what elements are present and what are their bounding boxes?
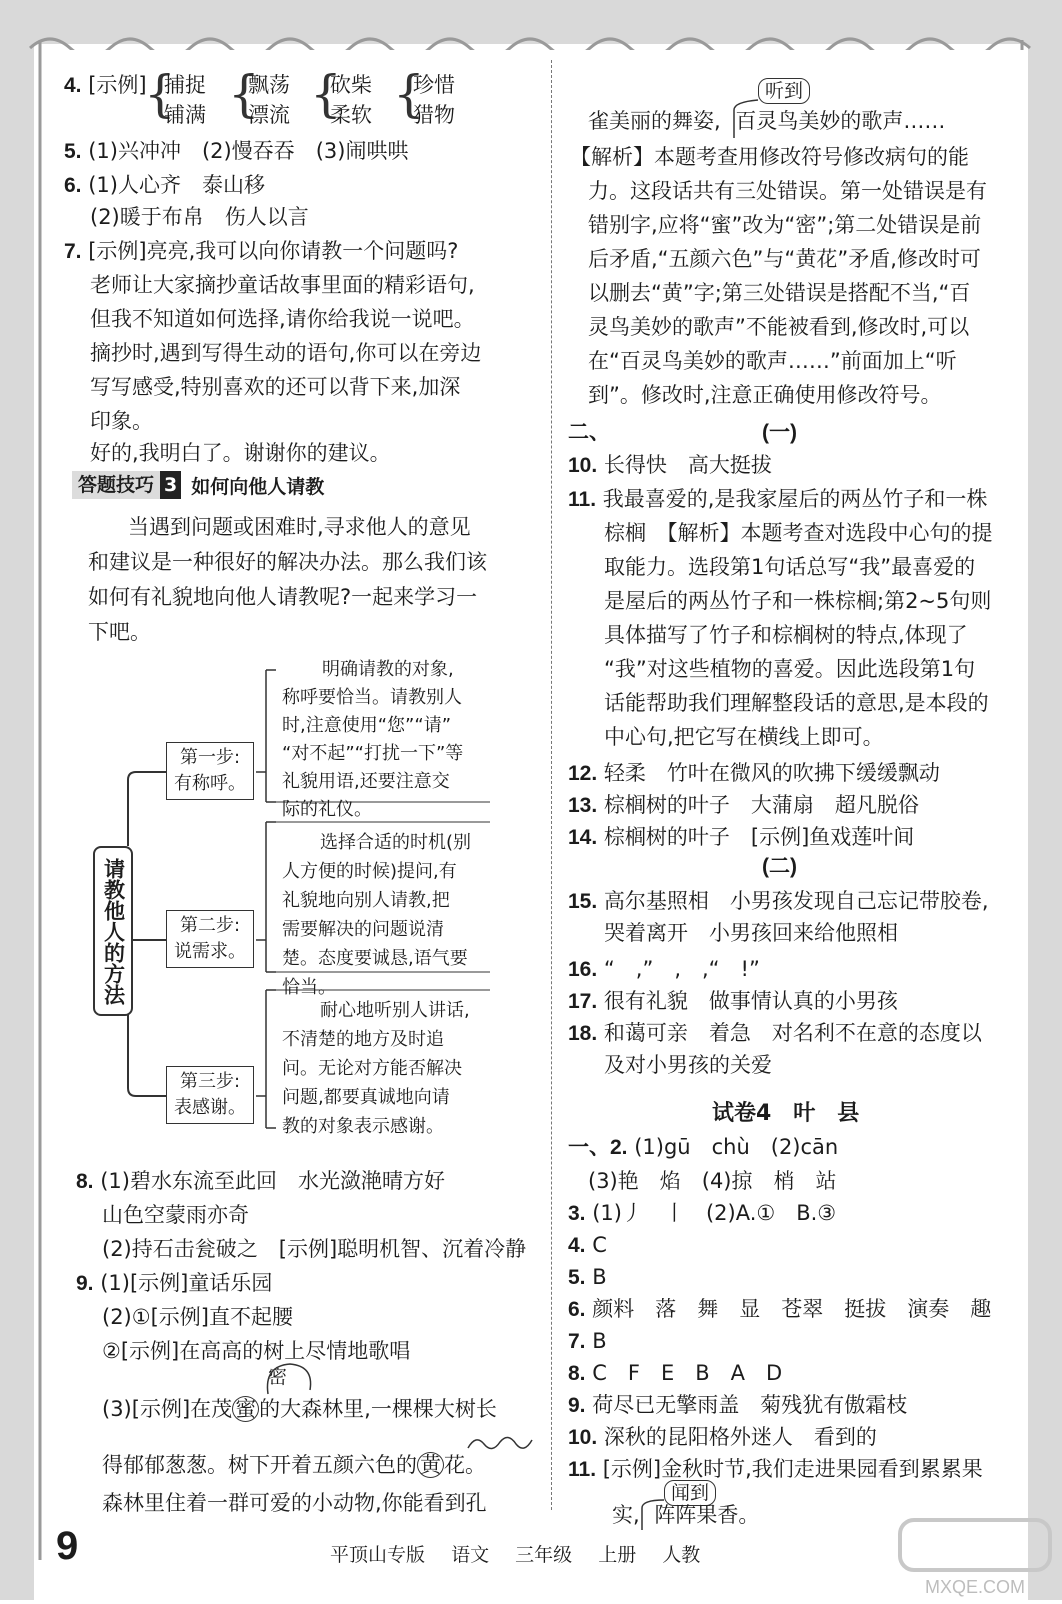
analysis-line: 在“百灵鸟美妙的歌声……”前面加上“听 (588, 349, 957, 373)
p7-answer: B (592, 1329, 607, 1353)
p3-answer: (1)丿 丨 (2)A.① B.③ (592, 1201, 837, 1225)
q4-word: 砍柴 (330, 73, 372, 97)
q11-line: 具体描写了竹子和棕榈树的特点,体现了 (604, 623, 968, 647)
q7-line: 好的,我明白了。谢谢你的建议。 (90, 441, 391, 465)
q13-answer: 棕榈树的叶子 大蒲扇 超凡脱俗 (603, 793, 919, 817)
footer-item: 人教 (662, 1544, 701, 1566)
p10-number: 10. (568, 1426, 598, 1449)
q4-brace-2: { (228, 65, 260, 123)
q4-word: 铺满 (164, 103, 206, 127)
p11-line-2 (612, 1500, 759, 1530)
p2-line: (3)艳 焰 (4)掠 梢 站 (588, 1169, 837, 1193)
p4-number: 4. (568, 1234, 586, 1257)
p2-line: (1)gū chù (2)cān (634, 1135, 839, 1159)
q4-number: 4. (64, 74, 82, 97)
r1-line (588, 106, 945, 136)
p5 (568, 1262, 607, 1293)
step-2-desc-line: 人方便的时候)提问,有 (282, 861, 457, 882)
step-label: 第二步: (179, 915, 241, 936)
p9-answer: 荷尽已无擎雨盖 菊残犹有傲霜枝 (592, 1393, 908, 1417)
p4 (568, 1230, 607, 1261)
q13-number: 13. (568, 794, 598, 817)
q18 (568, 1018, 982, 1049)
q9-number: 9. (76, 1272, 94, 1295)
q4-header (64, 70, 147, 101)
q18-number: 18. (568, 1022, 598, 1045)
analysis-line: 【解析】本题考查用修改符号修改病句的能 (570, 145, 969, 169)
q11-number: 11. (568, 488, 597, 511)
analysis-line: 到”。修改时,注意正确使用修改符号。 (588, 383, 942, 407)
footer-item: 语文 (451, 1544, 490, 1566)
mindmap-step-1 (166, 742, 254, 800)
step-2-desc-line: 礼貌地向别人请教,把 (282, 890, 450, 911)
p8-answer: C F E B A D (592, 1361, 783, 1385)
watermark-icon (890, 1515, 1060, 1600)
q18-line: 及对小男孩的关爱 (604, 1053, 772, 1077)
p7 (568, 1326, 607, 1357)
p2-number: 一、2. (568, 1136, 628, 1159)
q7-line: 摘抄时,遇到写得生动的语句,你可以在旁边 (90, 341, 482, 365)
watermark-logo (890, 1515, 1060, 1600)
q4-word: 飘荡 (248, 73, 290, 97)
step-2-desc-line: 需要解决的问题说清 (282, 919, 444, 940)
q7-line: [示例]亮亮,我可以向你请教一个问题吗? (88, 239, 459, 263)
r1-insert: 听到 (758, 78, 810, 104)
q15-number: 15. (568, 890, 598, 913)
q14-number: 14. (568, 826, 598, 849)
analysis-line: 以删去“黄”字;第三处错误是搭配不当,“百 (588, 281, 971, 305)
tip-badge (72, 471, 324, 499)
text: 实, (612, 1503, 640, 1527)
step-2-desc-line: 恰当。 (282, 977, 336, 998)
step-1-desc-line: 时,注意使用“您”“请” (282, 715, 452, 736)
q10-number: 10. (568, 454, 598, 477)
q15 (568, 886, 989, 917)
tip-intro-line: 和建议是一种很好的解决办法。那么我们该 (88, 550, 487, 574)
step-1-desc-line: 明确请教的对象, (322, 659, 454, 680)
p6 (568, 1294, 991, 1325)
q18-line: 和蔼可亲 着急 对名利不在意的态度以 (603, 1021, 982, 1045)
q6 (64, 170, 265, 201)
subsection-2-label: (二) (762, 855, 797, 878)
step-1-desc-line: 称呼要恰当。请教别人 (282, 687, 462, 708)
p11 (568, 1454, 983, 1485)
analysis-line: 力。这段话共有三处错误。第一处错误是有 (588, 179, 987, 203)
step-label: 有称呼。 (174, 773, 246, 794)
mindmap-title: 请教他人的方法 (93, 846, 133, 1016)
watermark-text: MXQE.COM (924, 1577, 1026, 1597)
tip-intro-line: 如何有礼貌地向他人请教呢?一起来学习一 (88, 585, 478, 609)
page-number: 9 (56, 1524, 79, 1568)
q4-word: 猎物 (413, 103, 455, 127)
p9 (568, 1390, 907, 1421)
q5 (64, 136, 408, 167)
step-1-desc-line: 际的礼仪。 (282, 799, 372, 820)
q9-line: (2)①[示例]直不起腰 (102, 1305, 293, 1329)
step-label: 说需求。 (174, 941, 246, 962)
step-label: 第一步: (179, 747, 241, 768)
delete-mark (466, 1434, 536, 1454)
q7 (64, 236, 458, 267)
q15-line: 哭着离开 小男孩回来给他照相 (604, 921, 898, 945)
q16-answer: “ ,” , ,“ !” (603, 957, 760, 981)
p8 (568, 1358, 782, 1389)
q10-answer: 长得快 高大挺拔 (603, 453, 772, 477)
q6-answer-1: (1)人心齐 泰山移 (88, 173, 265, 197)
q5-answer: (1)兴冲冲 (2)慢吞吞 (3)闹哄哄 (88, 139, 409, 163)
column-divider (551, 60, 552, 1510)
step-2-desc-line: 楚。态度要诚恳,语气要 (282, 948, 468, 969)
step-1-desc-line: “对不起”“打扰一下”等 (282, 743, 464, 764)
q10 (568, 450, 772, 481)
q7-line: 但我不知道如何选择,请你给我说一说吧。 (90, 307, 475, 331)
text: (3)[示例]在茂 (102, 1397, 233, 1421)
q17-answer: 很有礼貌 做事情认真的小男孩 (603, 989, 898, 1013)
q8-line: 山色空蒙雨亦奇 (102, 1203, 249, 1227)
q4-brace-3: { (310, 65, 342, 123)
q8-line: (2)持石击瓮破之 [示例]聪明机智、沉着冷静 (102, 1237, 527, 1261)
q12-number: 12. (568, 762, 598, 785)
q12-answer: 轻柔 竹叶在微风的吹拂下缓缓飘动 (603, 761, 940, 785)
q16 (568, 954, 760, 985)
mindmap-step-3 (166, 1066, 254, 1124)
p11-answer: [示例]金秋时节,我们走进果园看到累累果 (602, 1457, 983, 1481)
p11-number: 11. (568, 1458, 597, 1481)
p4-answer: C (592, 1233, 607, 1257)
q4-word: 珍惜 (413, 73, 455, 97)
q4-brace-1: { (144, 65, 176, 123)
p6-number: 6. (568, 1298, 586, 1321)
p5-number: 5. (568, 1266, 586, 1289)
q11-line: 我最喜爱的,是我家屋后的两丛竹子和一株 (602, 487, 988, 511)
q14-answer: 棕榈树的叶子 [示例]鱼戏莲叶间 (603, 825, 915, 849)
q4-word: 漂流 (248, 103, 290, 127)
tip-title: 如何向他人请教 (191, 475, 325, 498)
mindmap-step-2 (166, 910, 254, 968)
q9 (76, 1268, 272, 1299)
q11-line: “我”对这些植物的喜爱。因此选段第1句 (604, 657, 976, 681)
q7-line: 写写感受,特别喜欢的还可以背下来,加深 (90, 375, 461, 399)
text: 花。 (444, 1453, 486, 1477)
text: 阵阵果香。 (654, 1503, 760, 1527)
step-3-desc-line: 不清楚的地方及时追 (282, 1029, 444, 1050)
q14 (568, 822, 914, 853)
q9-line: (1)[示例]童话乐园 (100, 1271, 273, 1295)
step-2-desc-line: 选择合适的时机(别 (320, 832, 472, 853)
q4-word: 捕捉 (164, 73, 206, 97)
footer-item: 平顶山专版 (330, 1544, 426, 1566)
subsection-1-label: (一) (762, 421, 797, 444)
q11 (568, 484, 987, 515)
q17-number: 17. (568, 990, 598, 1013)
q7-line: 印象。 (90, 409, 153, 433)
q9-line-5 (102, 1450, 486, 1480)
q9-line-6: 森林里住着一群可爱的小动物,你能看到孔 (102, 1491, 487, 1515)
analysis-line: 错别字,应将“蜜”改为“密”;第二处错误是前 (588, 213, 982, 237)
footer-item: 上册 (598, 1544, 637, 1566)
q4-brace-4: { (393, 65, 425, 123)
text: 雀美丽的舞姿, (588, 109, 721, 133)
q6-answer-2: (2)暖于布帛 伤人以言 (90, 205, 309, 229)
step-3-desc-line: 教的对象表示感谢。 (282, 1116, 444, 1137)
p7-number: 7. (568, 1330, 586, 1353)
q4-word: 柔软 (330, 103, 372, 127)
q6-number: 6. (64, 174, 82, 197)
p8-number: 8. (568, 1362, 586, 1385)
section-2-label: 二、 (568, 421, 610, 444)
step-label: 第三步: (179, 1071, 241, 1092)
q11-line: 棕榈 【解析】本题考查对选段中心句的提 (604, 521, 993, 545)
q8 (76, 1166, 445, 1197)
q7-number: 7. (64, 240, 82, 263)
p11-insert: 闻到 (664, 1480, 716, 1506)
q12 (568, 758, 940, 789)
step-3-desc-line: 耐心地听别人讲话, (320, 1000, 470, 1021)
step-3-desc-line: 问。无论对方能否解决 (282, 1058, 462, 1079)
q9-line-4 (102, 1394, 497, 1424)
step-1-desc-line: 礼貌用语,还要注意交 (282, 771, 450, 792)
tip-label: 答题技巧 (72, 471, 160, 499)
circled-char: 黄 (417, 1452, 444, 1478)
q4-tag: [示例] (88, 73, 147, 97)
q9-line: ②[示例]在高高的树上尽情地歌唱 (102, 1339, 411, 1363)
q8-number: 8. (76, 1170, 94, 1193)
tip-number: 3 (160, 471, 181, 499)
p9-number: 9. (568, 1394, 586, 1417)
p2 (568, 1132, 838, 1163)
q8-line: (1)碧水东流至此回 水光潋滟晴方好 (100, 1169, 445, 1193)
p3 (568, 1198, 836, 1229)
q11-line: 话能帮助我们理解整段话的意思,是本段的 (604, 691, 989, 715)
text: 得郁郁葱葱。树下开着五颜六色的 (102, 1453, 417, 1477)
footer-item: 三年级 (515, 1544, 573, 1566)
q16-number: 16. (568, 958, 598, 981)
analysis-line: 灵鸟美妙的歌声”不能被看到,修改时,可以 (588, 315, 970, 339)
q11-line: 中心句,把它写在横线上即可。 (604, 725, 884, 749)
text: 百灵鸟美妙的歌声…… (735, 109, 946, 133)
paper-title: 试卷4 叶 县 (712, 1101, 860, 1126)
text: 的大森林里,一棵棵大树长 (259, 1397, 497, 1421)
q15-line: 高尔基照相 小男孩发现自己忘记带胶卷, (603, 889, 989, 913)
q11-line: 是屋后的两丛竹子和一株棕榈;第2~5句则 (604, 589, 992, 613)
p3-number: 3. (568, 1202, 586, 1225)
footer-info (330, 1540, 720, 1567)
p5-answer: B (592, 1265, 607, 1289)
q17 (568, 986, 898, 1017)
step-label: 表感谢。 (174, 1097, 246, 1118)
q11-line: 取能力。选段第1句话总写“我”最喜爱的 (604, 555, 976, 579)
tip-intro-line: 当遇到问题或困难时,寻求他人的意见 (128, 515, 471, 539)
p10 (568, 1422, 877, 1453)
q13 (568, 790, 919, 821)
q9-insert-mark: 密 (268, 1366, 288, 1388)
p10-answer: 深秋的昆阳格外迷人 看到的 (603, 1425, 877, 1449)
q7-line: 老师让大家摘抄童话故事里面的精彩语句, (90, 273, 475, 297)
q5-number: 5. (64, 140, 82, 163)
step-3-desc-line: 问题,都要真诚地向请 (282, 1087, 450, 1108)
tip-intro-line: 下吧。 (88, 620, 151, 644)
circled-char: 蜜 (232, 1396, 259, 1422)
p6-answer: 颜料 落 舞 显 苍翠 挺拔 演奏 趣 (592, 1297, 992, 1321)
analysis-line: 后矛盾,“五颜六色”与“黄花”矛盾,修改时可 (588, 247, 981, 271)
